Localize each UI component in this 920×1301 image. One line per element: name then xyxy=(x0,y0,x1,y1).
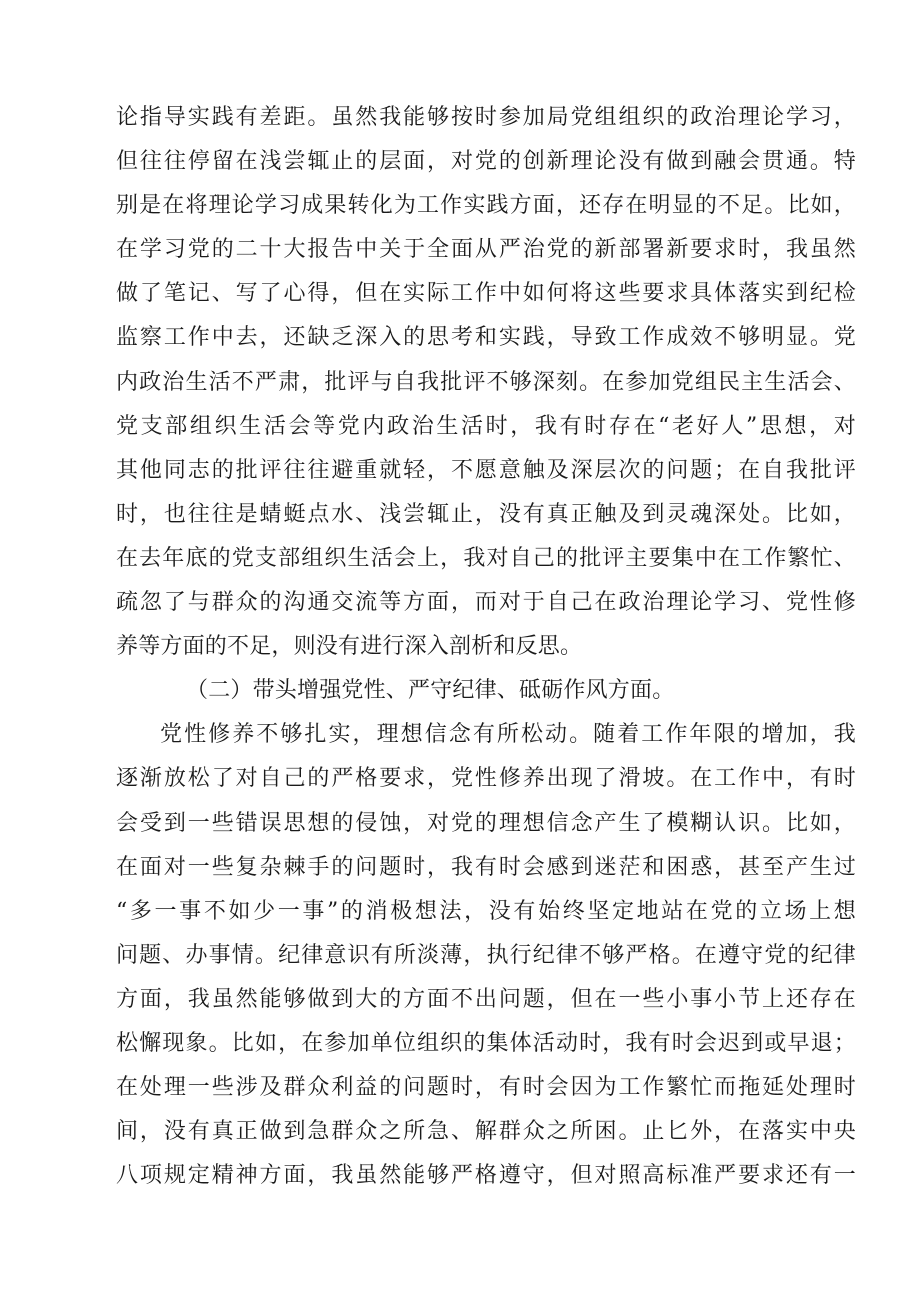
text-line: 做了笔记、写了心得，但在实际工作中如何将这些要求具体落实到纪检 xyxy=(116,281,856,307)
text-line: 方面，我虽然能够做到大的方面不出问题，但在一些小事小节上还存在 xyxy=(116,986,856,1012)
text-line: 在面对一些复杂棘手的问题时，我有时会感到迷茫和困惑，甚至产生过 xyxy=(116,854,856,880)
text-line: 监察工作中去，还缺乏深入的思考和实践，导致工作成效不够明显。党 xyxy=(116,325,856,351)
text-line: 其他同志的批评往往避重就轻，不愿意触及深层次的问题；在自我批评 xyxy=(116,457,856,483)
paragraph-first-line: 党性修养不够扎实，理想信念有所松动。随着工作年限的增加，我 xyxy=(160,722,856,748)
text-line: 在处理一些涉及群众利益的问题时，有时会因为工作繁忙而拖延处理时 xyxy=(116,1075,856,1101)
text-line: 八项规定精神方面，我虽然能够严格遵守，但对照高标准严要求还有一 xyxy=(116,1163,856,1189)
text-line: “多一事不如少一事”的消极想法，没有始终坚定地站在党的立场上想 xyxy=(116,898,856,924)
text-line: 党支部组织生活会等党内政治生活时，我有时存在“老好人”思想，对 xyxy=(116,413,856,439)
text-line: 但往往停留在浅尝辄止的层面，对党的创新理论没有做到融会贯通。特 xyxy=(116,149,856,175)
text-line: 养等方面的不足，则没有进行深入剖析和反思。 xyxy=(116,634,583,660)
text-line: 间，没有真正做到急群众之所急、解群众之所困。止匕外，在落实中央 xyxy=(116,1119,856,1145)
text-line: 时，也往往是蜻蜓点水、浅尝辄止，没有真正触及到灵魂深处。比如， xyxy=(116,501,856,527)
document-body xyxy=(116,96,856,1198)
text-line: 疏忽了与群众的沟通交流等方面，而对于自己在政治理论学习、党性修 xyxy=(116,590,856,616)
text-line: 问题、办事情。纪律意识有所淡薄，执行纪律不够严格。在遵守党的纪律 xyxy=(116,942,856,968)
text-line: 别是在将理论学习成果转化为工作实践方面，还存在明显的不足。比如， xyxy=(116,193,856,219)
section-heading: （二）带头增强党性、严守纪律、砥砺作风方面。 xyxy=(186,678,675,704)
text-line: 在学习党的二十大报告中关于全面从严治党的新部署新要求时，我虽然 xyxy=(116,237,856,263)
text-line: 会受到一些错误思想的侵蚀，对党的理想信念产生了模糊认识。比如， xyxy=(116,810,856,836)
text-line: 论指导实践有差距。虽然我能够按时参加局党组组织的政治理论学习， xyxy=(116,105,856,130)
text-line: 在去年底的党支部组织生活会上，我对自己的批评主要集中在工作繁忙、 xyxy=(116,545,856,571)
text-line: 松懈现象。比如，在参加单位组织的集体活动时，我有时会迟到或早退； xyxy=(116,1030,856,1056)
text-line: 内政治生活不严肃，批评与自我批评不够深刻。在参加党组民主生活会、 xyxy=(116,369,856,395)
text-line: 逐渐放松了对自己的严格要求，党性修养出现了滑坡。在工作中，有时 xyxy=(116,766,856,792)
